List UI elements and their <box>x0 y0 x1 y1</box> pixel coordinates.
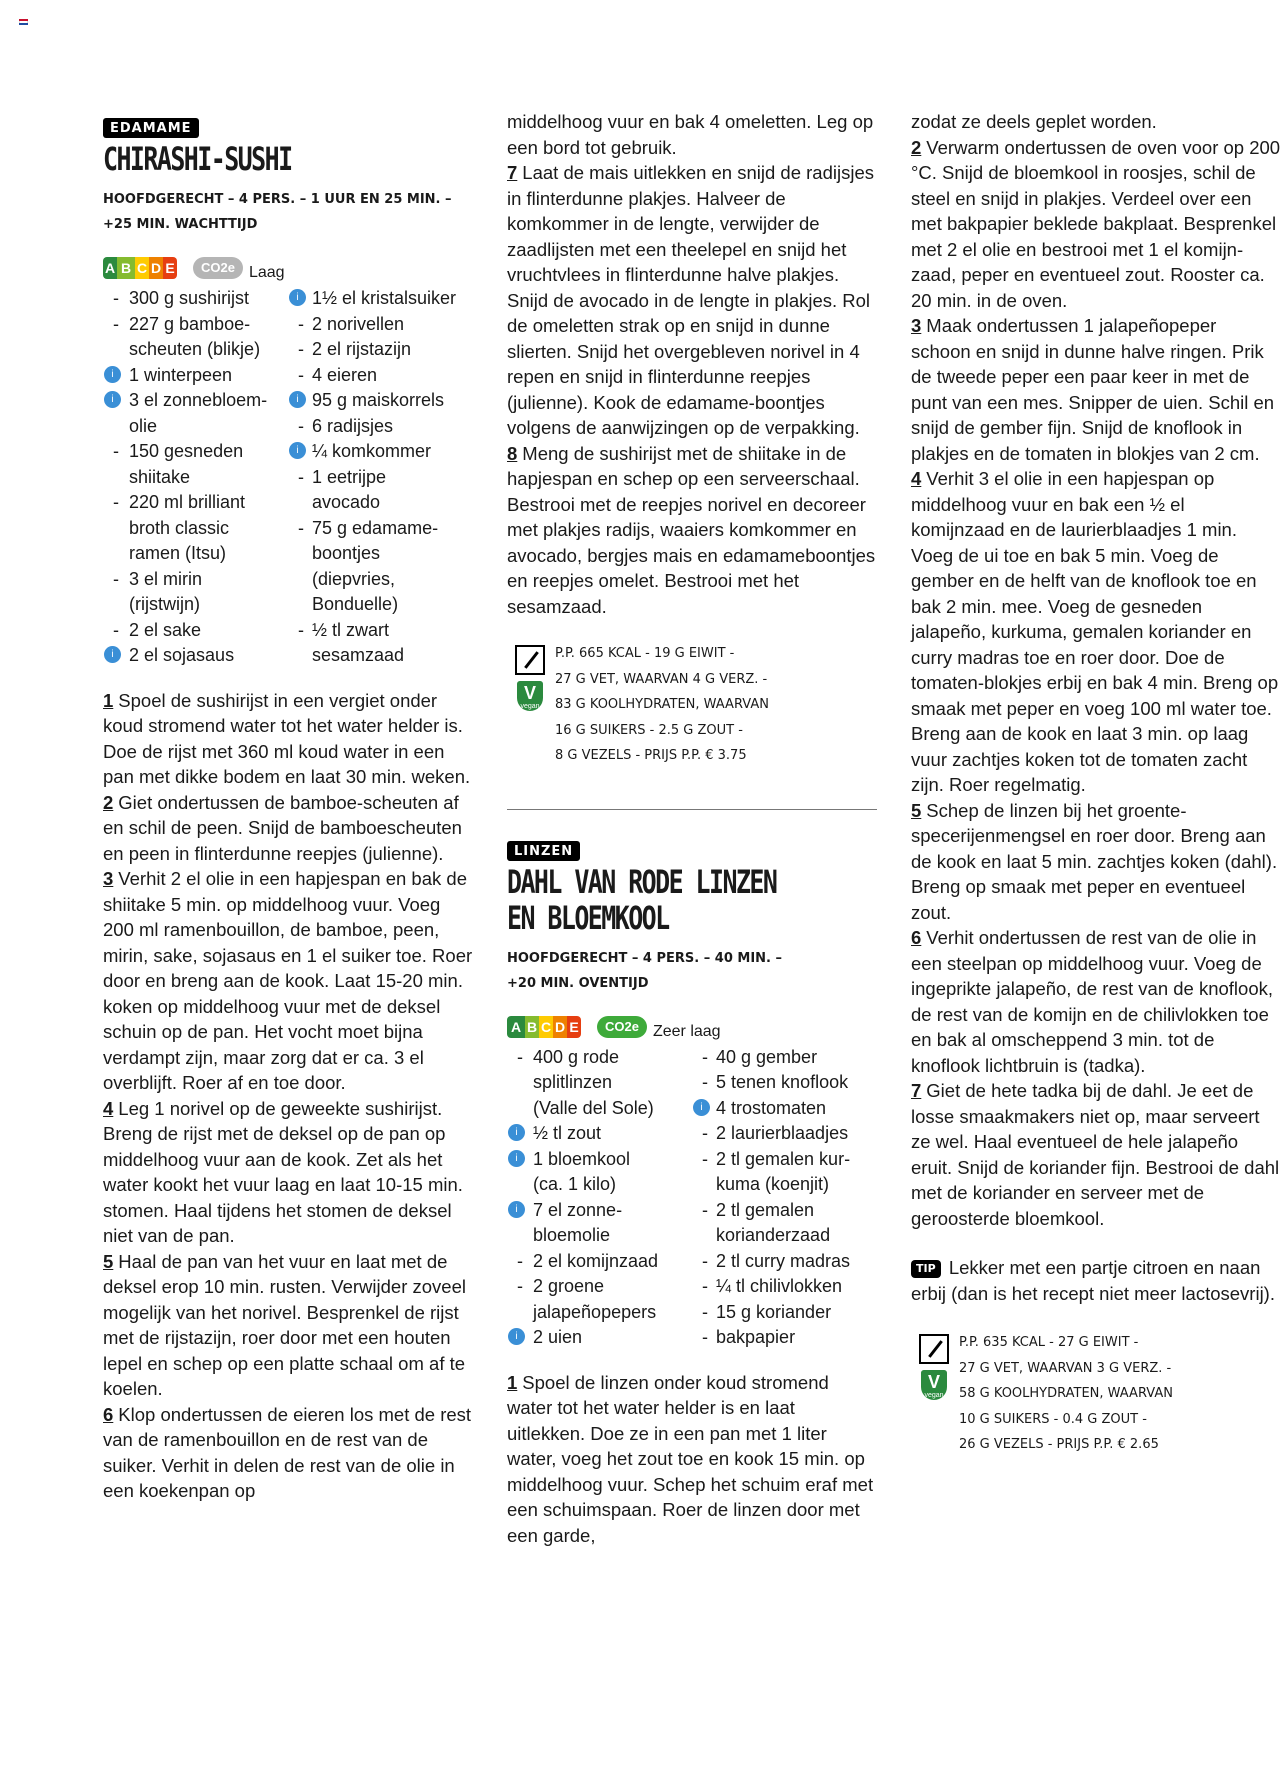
ingredient-item: i 1 winterpeen <box>103 363 288 389</box>
ingredient-item: - 220 ml brilliant <box>113 492 246 512</box>
ingredient-item: i ½ tl zout <box>507 1121 692 1147</box>
ingredient-item: - 2 tl curry madras <box>702 1250 851 1271</box>
recipe1-meta-line1: HOOFDGERECHT – 4 PERS. – 1 UUR EN 25 MIN. – <box>103 192 452 207</box>
recipe-step: 7 Laat de mais uitlekken en snijd de radijsjes in flinterdunne plakjes. Halveer de komkommer in de lengte, verwijder de zaadlijsten met een theelepel en snijd het vruchtvlees in flinterdunne halve plakjes. Snijd de avocado in de lengte in plakjes. Rol de omeletten strak op en snijd in dunne slierten. Snijd het overgebleven norivel in 4 repen en snijd in flinterdunne reepjes (julienne). Kook de edamame-boontjes volgens de aanwijzingen op de verpakking. <box>507 162 874 438</box>
recipe-step: 2 Giet ondertussen de bamboe-scheuten af en schil de peen. Snijd de bamboescheuten en peen in flinterdunne reepjes (julienne). <box>103 791 462 864</box>
recipe-step: 5 Schep de linzen bij het groente-specerijenmengsel en roer door. Breng aan de kook en laat 5 min. zachtjes koken (dahl). Breng op smaak met peper en eventueel zout. <box>911 799 1278 923</box>
recipe2-steps-continued <box>911 109 1280 1231</box>
ingredient-item: boontjes <box>312 543 381 563</box>
recipe1-labels <box>103 250 473 286</box>
recipe-step: 6 Klop ondertussen de eieren los met de rest van de ramenbouillon en de rest van de suiker. Verhit in delen de rest van de olie in een koekenpan op <box>103 1403 472 1501</box>
recipe1-ingredients <box>103 286 473 669</box>
recipe-step: 4 Verhit 3 el olie in een hapjespan op middelhoog vuur en bak een ½ el komijnzaad en de laurierblaadjes 1 min. Voeg de ui toe en bak 5 min. Voeg de gember en de helft van de knoflook toe en bak 2 min. mee. Voeg de gesneden jalapeño, kurkuma, gemalen koriander en curry madras toe en roer door. Doe de tomaten-blokjes erbij en bak 4 min. Breng op smaak met peper en voeg 100 ml water toe. Breng aan de kook en laat 3 min. op laag vuur zachtjes koken tot de tomaten zacht zijn. Roer regelmatig. <box>911 468 1279 795</box>
ingredient-item: - 2 tl gemalen <box>702 1199 815 1220</box>
ingredient-item: (Valle del Sole) <box>533 1097 654 1118</box>
recipe-step: 1 Spoel de sushirijst in een vergiet onder koud stromend water tot het water helder is. Doe de rijst met 360 ml koud water in een pan met dikke bodem en laat 30 min. weken. <box>103 689 471 787</box>
recipe2-meta-line1: HOOFDGERECHT – 4 PERS. – 40 MIN. – <box>507 950 783 966</box>
nutrition-line: 58 G KOOLHYDRATEN, WAARVAN <box>959 1386 1173 1401</box>
ingredient-item: - ¼ tl chilivlokken <box>702 1276 843 1296</box>
nutriscore-letter: A <box>103 257 117 279</box>
ingredient-item: i 2 uien <box>507 1325 692 1351</box>
ingredient-item: - 3 el mirin <box>113 568 203 589</box>
recipe2-steps <box>507 1370 877 1549</box>
no-gluten-icon <box>515 645 545 675</box>
ingredient-item: - 15 g koriander <box>702 1301 832 1322</box>
nutrition-line: 8 G VEZELS - PRIJS P.P. € 3.75 <box>555 748 747 763</box>
ingredient-item: - 300 g sushirijst <box>113 288 250 308</box>
recipe-step: 3 Verhit 2 el olie in een hapjespan en bak de shiitake 5 min. op middelhoog vuur. Voeg 200 ml ramenbouillon, de bamboe, peen, mirin, sake, sojasaus en 1 el suiker toe. Roer door en breng aan de kook. Laat 15-20 min. koken op middelhoog vuur met de deksel schuin op de pan. Het vocht moet bijna verdampt zijn, maar zorg dat er ca. 3 el overblijft. Roer af en toe door. <box>103 868 473 1093</box>
ingredient-item: sesamzaad <box>312 645 405 665</box>
recipe1-nutrition <box>507 641 877 769</box>
info-icon: i <box>508 1328 525 1345</box>
info-icon: i <box>289 442 306 459</box>
ingredient-item: scheuten (blikje) <box>129 339 261 359</box>
nutrition-line: P.P. 665 KCAL - 19 G EIWIT - <box>555 646 735 661</box>
recipe1-co2-badge: CO2e <box>193 257 243 279</box>
nutrition-line: 83 G KOOLHYDRATEN, WAARVAN <box>555 697 769 712</box>
ingredient-item: - 400 g rode <box>517 1046 620 1067</box>
recipe1-meta <box>103 187 473 237</box>
ingredient-item: jalapeñopepers <box>533 1301 657 1322</box>
info-icon: i <box>508 1201 525 1218</box>
middle-column <box>507 111 877 1548</box>
recipe2-ingredients <box>507 1045 877 1351</box>
ingredient-item: bloemolie <box>533 1225 611 1245</box>
ingredient-item: - 1 eetrijpe <box>298 466 387 487</box>
ingredient-item: shiitake <box>129 466 191 487</box>
ingredient-item: ramen (Itsu) <box>129 543 227 563</box>
right-column <box>911 111 1280 1458</box>
nutriscore-letter: A <box>507 1016 525 1038</box>
vegan-icon: V vegan <box>517 681 543 711</box>
recipe-step: 7 Giet de hete tadka bij de dahl. Je eet de losse smaakmakers niet op, maar serveert ze wel. Haal eventueel de hele jalapeño eruit. Snijd de koriander fijn. Bestrooi de dahl met de koriander en serveer met de geroosterde bloemkool. <box>911 1080 1280 1229</box>
info-icon: i <box>104 366 121 383</box>
recipe2-meta <box>507 946 877 996</box>
ingredient-item: - 5 tenen knoflook <box>702 1072 849 1092</box>
ingredient-item: kuma (koenjit) <box>716 1174 830 1194</box>
recipe1-ingredients-right <box>288 286 473 669</box>
recipe1-co2-level: Laag <box>248 264 285 281</box>
info-icon: i <box>104 646 121 663</box>
ingredient-item: - bakpapier <box>702 1327 796 1347</box>
recipe2-nutriscore <box>507 1016 581 1038</box>
ingredient-item: - 75 g edamame- <box>298 517 439 538</box>
ingredient-item: i 7 el zonne- <box>507 1198 692 1224</box>
recipe1-meta-line2: +25 MIN. WACHTTIJD <box>103 217 258 232</box>
info-icon: i <box>104 391 121 408</box>
recipe2-ingredients-right <box>692 1045 877 1351</box>
no-gluten-icon <box>919 1334 949 1364</box>
nutrition-line: 16 G SUIKERS - 2.5 G ZOUT - <box>555 722 743 738</box>
ingredient-item: - 2 norivellen <box>298 313 405 334</box>
ingredient-item: broth classic <box>129 517 230 538</box>
nutriscore-letter: D <box>553 1016 567 1038</box>
ingredient-item: - 2 el rijstazijn <box>298 339 412 359</box>
info-icon: i <box>289 391 306 408</box>
ingredient-item: Bonduelle) <box>312 594 399 614</box>
recipe2-tag: LINZEN <box>507 841 580 861</box>
nutrition-line: 26 G VEZELS - PRIJS P.P. € 2.65 <box>959 1437 1159 1452</box>
nutriscore-letter: E <box>163 257 177 279</box>
recipe1-nutriscore <box>103 257 177 279</box>
ingredient-item: korianderzaad <box>716 1225 831 1245</box>
nutrition-line: 27 G VET, WAARVAN 4 G VERZ. - <box>555 671 768 687</box>
ingredient-item: avocado <box>312 492 381 512</box>
recipe-step: 2 Verwarm ondertussen de oven voor op 200 °C. Snijd de bloemkool in roosjes, schil de steel en snijd in plakjes. Verdeel over een met bakpapier beklede bakplaat. Besprenkel met 2 el olie en bestrooi met 1 el komijn-zaad, peper en eventueel zout. Rooster ca. 20 min. in de oven. <box>911 136 1280 311</box>
ingredient-item: i ¼ komkommer <box>288 439 473 465</box>
recipe2-labels <box>507 1009 877 1045</box>
nutrition-line: 10 G SUIKERS - 0.4 G ZOUT - <box>959 1411 1147 1427</box>
ingredient-item: i 1½ el kristalsuiker <box>288 286 473 312</box>
recipe2-ingredients-left <box>507 1045 692 1351</box>
ingredient-item: splitlinzen <box>533 1072 613 1092</box>
ingredient-item: olie <box>129 415 158 436</box>
ingredient-item: i 1 bloemkool <box>507 1147 692 1173</box>
recipe1-nutrition-text <box>555 641 769 769</box>
nutriscore-letter: C <box>539 1016 553 1038</box>
tip-text: Lekker met een partje citroen en naan erbij (dan is het recept niet meer lactosevrij). <box>911 1257 1275 1304</box>
nutriscore-letter: D <box>149 257 163 279</box>
ingredient-item: (ca. 1 kilo) <box>533 1174 617 1194</box>
recipe-step: 8 Meng de sushirijst met de shiitake in de hapjespan en schep op een serveerschaal. Bestrooi met de reepjes norivel en decoreer met plakjes radijs, waaiers komkommer en avocado, bergjes mais en edamameboontjes en reepjes omelet. Bestrooi met het sesamzaad. <box>507 442 876 617</box>
recipe1-tag: EDAMAME <box>103 118 199 138</box>
recipe-step: 5 Haal de pan van het vuur en laat met de deksel erop 10 min. rusten. Verwijder zoveel mogelijk van het norivel. Besprenkel de rijst met de rijstazijn, roer door met een houten lepel en schep op een platte schaal om af te koelen. <box>103 1250 466 1399</box>
ingredient-item: i 2 el sojasaus <box>103 643 288 669</box>
recipe1-column <box>103 118 473 1504</box>
ingredient-item: - 2 el sake <box>113 619 202 640</box>
tip-badge: TIP <box>911 1260 941 1278</box>
recipe-step: 1 Spoel de linzen onder koud stromend water tot het water helder is en laat uitlekken. Doe ze in een pan met 1 liter water, voeg het zout toe en kook 15 min. op middelhoog vuur. Schep het schuim eraf met een schuimspaan. Roer de linzen door met een garde, <box>507 1371 874 1546</box>
recipe2-nutrition <box>911 1330 1280 1458</box>
recipe1-title: CHIRASHI-SUSHI <box>103 140 292 178</box>
ingredient-item: i 4 trostomaten <box>692 1096 877 1122</box>
nutrition-line: P.P. 635 KCAL - 27 G EIWIT - <box>959 1335 1139 1350</box>
ingredient-item: (rijstwijn) <box>129 594 200 614</box>
ingredient-item: i 95 g maiskorrels <box>288 388 473 414</box>
recipe-step: 4 Leg 1 norivel op de geweekte sushirijst. Breng de rijst met de deksel op de pan op middelhoog vuur aan de kook. Zet als het water kookt het vuur laag en laat 10-15 min. stomen. Haal tijdens het stomen de deksel niet van de pan. <box>103 1097 463 1246</box>
info-icon: i <box>289 289 306 306</box>
nutriscore-letter: B <box>117 257 135 279</box>
recipe2-co2-level: Zeer laag <box>652 1022 721 1040</box>
recipe1-ingredients-left <box>103 286 288 669</box>
recipe-step: middelhoog vuur en bak 4 omeletten. Leg op een bord tot gebruik. <box>507 111 874 158</box>
ingredient-item: i 3 el zonnebloem- <box>103 388 288 414</box>
ingredient-item: - 150 gesneden <box>113 441 244 461</box>
nutriscore-letter: C <box>135 257 149 279</box>
recipe2-tip <box>911 1255 1280 1306</box>
vegan-icon: V vegan <box>921 1370 947 1400</box>
recipe2-co2-badge: CO2e <box>597 1016 647 1038</box>
recipe-step: zodat ze deels geplet worden. <box>911 111 1157 132</box>
recipe2-nutrition-text <box>959 1330 1173 1458</box>
recipe2-meta-line2: +20 MIN. OVENTIJD <box>507 975 649 991</box>
info-icon: i <box>508 1150 525 1167</box>
ingredient-item: (diepvries, <box>312 568 396 589</box>
nutrition-line: 27 G VET, WAARVAN 3 G VERZ. - <box>959 1360 1172 1376</box>
info-icon: i <box>508 1124 525 1141</box>
language-flag-icon <box>19 19 28 25</box>
ingredient-item: - 2 tl gemalen kur- <box>702 1148 851 1169</box>
ingredient-item: - 40 g gember <box>702 1046 818 1067</box>
recipe-step: 3 Maak ondertussen 1 jalapeñopeper schoon en snijd in dunne halve ringen. Prik de tweede peper een paar keer in met de punt van een mes. Snipper de uien. Schil en snijd de gember fijn. Snijd de knoflook in plakjes en de tomaten in blokjes van 2 cm. <box>911 315 1275 464</box>
recipe2-title-line1: DAHL VAN RODE LINZEN <box>507 862 777 901</box>
ingredient-item: - 2 groene <box>517 1276 605 1296</box>
ingredient-item: - 2 el komijnzaad <box>517 1250 659 1271</box>
recipe2-title-line2: EN BLOEMKOOL <box>507 898 669 937</box>
nutriscore-letter: E <box>567 1016 581 1038</box>
recipe1-steps-continued <box>507 109 877 619</box>
ingredient-item: - ½ tl zwart <box>298 619 390 640</box>
recipe-step: 6 Verhit ondertussen de rest van de olie in een steelpan op middelhoog vuur. Voeg de ingeprikte jalapeño, de rest van de knoflook, de rest van de komijn en de chilivlokken toe en bak al omscheppend 3 min. tot de knoflook lichtbruin is (tadka). <box>911 927 1274 1076</box>
nutriscore-letter: B <box>525 1016 539 1038</box>
ingredient-item: - 6 radijsjes <box>298 415 394 436</box>
recipe-divider <box>507 809 877 810</box>
ingredient-item: - 2 laurierblaadjes <box>702 1123 849 1143</box>
ingredient-item: - 4 eieren <box>298 364 378 385</box>
info-icon: i <box>693 1099 710 1116</box>
ingredient-item: - 227 g bamboe- <box>113 313 251 334</box>
recipe1-steps <box>103 688 473 1504</box>
